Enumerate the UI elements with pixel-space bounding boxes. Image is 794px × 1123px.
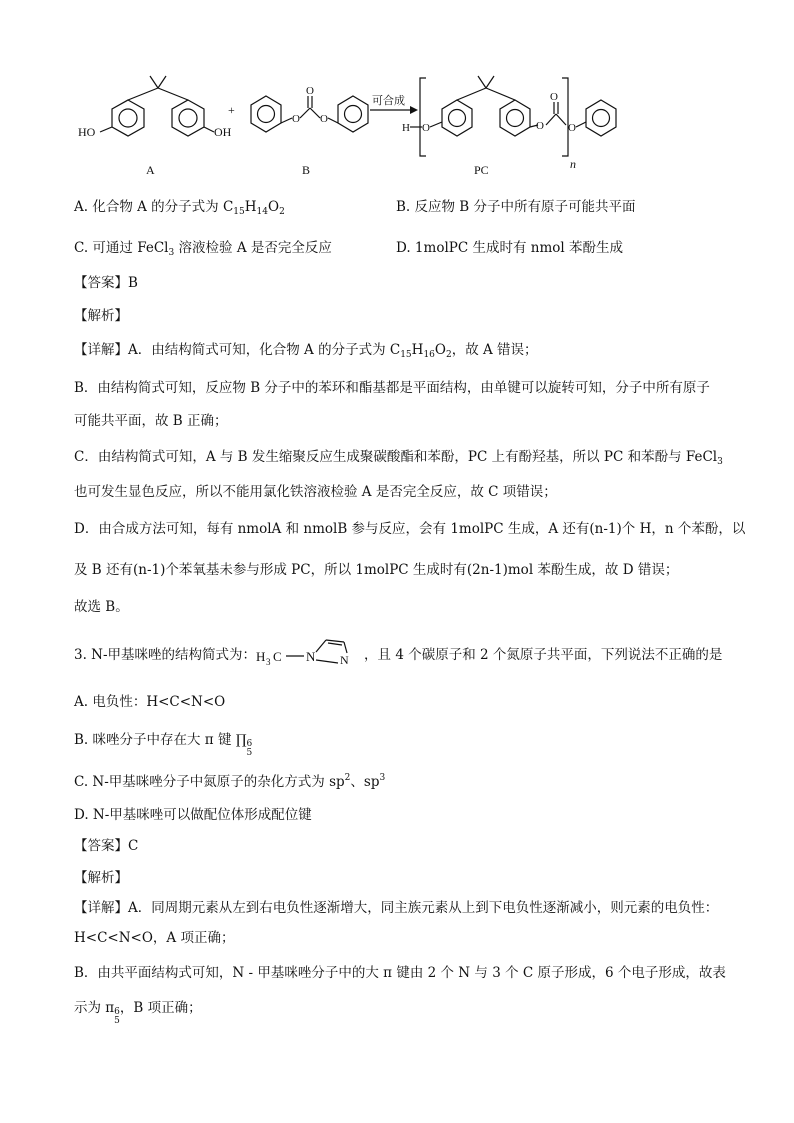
q2-detail-c2: 也可发生显色反应，所以不能用氯化铁溶液检验 A 是否完全反应，故 C 项错误； (74, 484, 557, 500)
svg-text:O: O (292, 113, 300, 125)
q2-detail-b2: 可能共平面，故 B 正确； (74, 413, 228, 429)
q3-option-d: D. N-甲基咪唑可以做配位体形成配位键 (74, 807, 312, 823)
q2-detail-a: 【详解】A．由结构简式可知，化合物 A 的分子式为 $C_{15}H_{16}O_2$，故 A 错误； (74, 342, 538, 360)
benzene-ring-icon (338, 96, 368, 132)
q3-detail-a1: 【详解】A．同周期元素从左到右电负性逐渐增大，同主族元素从上到下电负性逐渐减小，则元素的电负性： (74, 900, 719, 916)
q3-option-b: B. 咪唑分子中存在大 π 键 ∏ 6 5 (74, 732, 253, 758)
q2-analysis-tag: 【解析】 (74, 308, 128, 324)
q3-detail-b2: 示为 π 6 5 ，B 项正确； (74, 1000, 202, 1026)
svg-text:N: N (306, 649, 316, 664)
benzene-ring-icon (586, 100, 616, 136)
svg-text:H: H (256, 649, 266, 664)
svg-text:C: C (273, 649, 282, 664)
q3-analysis-tag: 【解析】 (74, 870, 128, 886)
benzene-ring-icon (172, 100, 204, 136)
q3-detail-a2: H<C<N<O，A 项正确； (74, 930, 235, 946)
benzene-ring-icon (112, 100, 144, 136)
benzene-ring-icon (442, 100, 472, 136)
svg-text:O: O (568, 122, 576, 134)
n-methylimidazole-structure (254, 628, 362, 674)
svg-text:O: O (536, 120, 544, 132)
svg-text:O: O (320, 113, 328, 125)
label-pc: PC (474, 163, 489, 177)
q2-option-d: D. 1molPC 生成时有 nmol 苯酚生成 (396, 240, 623, 256)
q2-option-b: B. 反应物 B 分子中所有原子可能共平面 (396, 199, 636, 215)
q2-detail-c1: C．由结构简式可知，A 与 B 发生缩聚反应生成聚碳酸酯和苯酚，PC 上有酚羟基，所以 PC 和苯酚与 FeCl$_3$ (74, 449, 723, 467)
svg-text:O: O (550, 91, 558, 103)
q3-answer: 【答案】C (74, 838, 139, 854)
reaction-scheme (70, 70, 730, 185)
q2-detail-d1: D．由合成方法可知，每有 nmolA 和 nmolB 参与反应，会有 1molPC 生成，A 还有(n-1)个 H，n 个苯酚，以 (74, 521, 746, 537)
label-h-end: H (402, 122, 410, 134)
label-b: B (302, 163, 311, 177)
arrow-label: 可合成 (372, 95, 405, 107)
q3-detail-b1: B．由共平面结构式可知，N - 甲基咪唑分子中的大 π 键由 2 个 N 与 3 个 C 原子形成，6 个电子形成，故表 (74, 965, 726, 981)
q3-option-c: C. N-甲基咪唑分子中氮原子的杂化方式为 $sp^2$、$sp^3$ (74, 773, 386, 790)
label-ho: HO (78, 125, 96, 139)
q2-detail-d2: 及 B 还有(n-1)个苯氧基未参与形成 PC，所以 1molPC 生成时有(2n-1)mol 苯酚生成，故 D 错误； (74, 562, 679, 578)
svg-text:O: O (422, 122, 430, 134)
q2-option-c: C. 可通过 FeCl$_3$ 溶液检验 A 是否完全反应 (74, 240, 332, 258)
label-a: A (146, 163, 155, 177)
plus-sign: + (228, 103, 235, 117)
benzene-ring-icon (500, 100, 530, 136)
q2-answer: 【答案】B (74, 275, 138, 291)
q3-stem: 3. N-甲基咪唑的结构简式为： ，且 4 个碳原子和 2 个氮原子共平面，下列说法不正确的是 (74, 647, 723, 663)
label-n: n (570, 157, 576, 171)
q2-conclusion: 故选 B。 (74, 599, 129, 615)
label-oh: OH (214, 125, 232, 139)
benzene-ring-icon (251, 96, 281, 132)
q2-option-a: A. 化合物 A 的分子式为 $C_{15}H_{14}O_2$ (74, 199, 285, 217)
svg-text:N: N (340, 653, 349, 667)
q3-option-a: A. 电负性：H<C<N<O (74, 694, 226, 710)
svg-text:3: 3 (266, 657, 271, 667)
svg-text:O: O (306, 85, 314, 97)
q2-detail-b1: B．由结构简式可知，反应物 B 分子中的苯环和酯基都是平面结构，由单键可以旋转可知，分子中所有原子 (74, 380, 710, 396)
